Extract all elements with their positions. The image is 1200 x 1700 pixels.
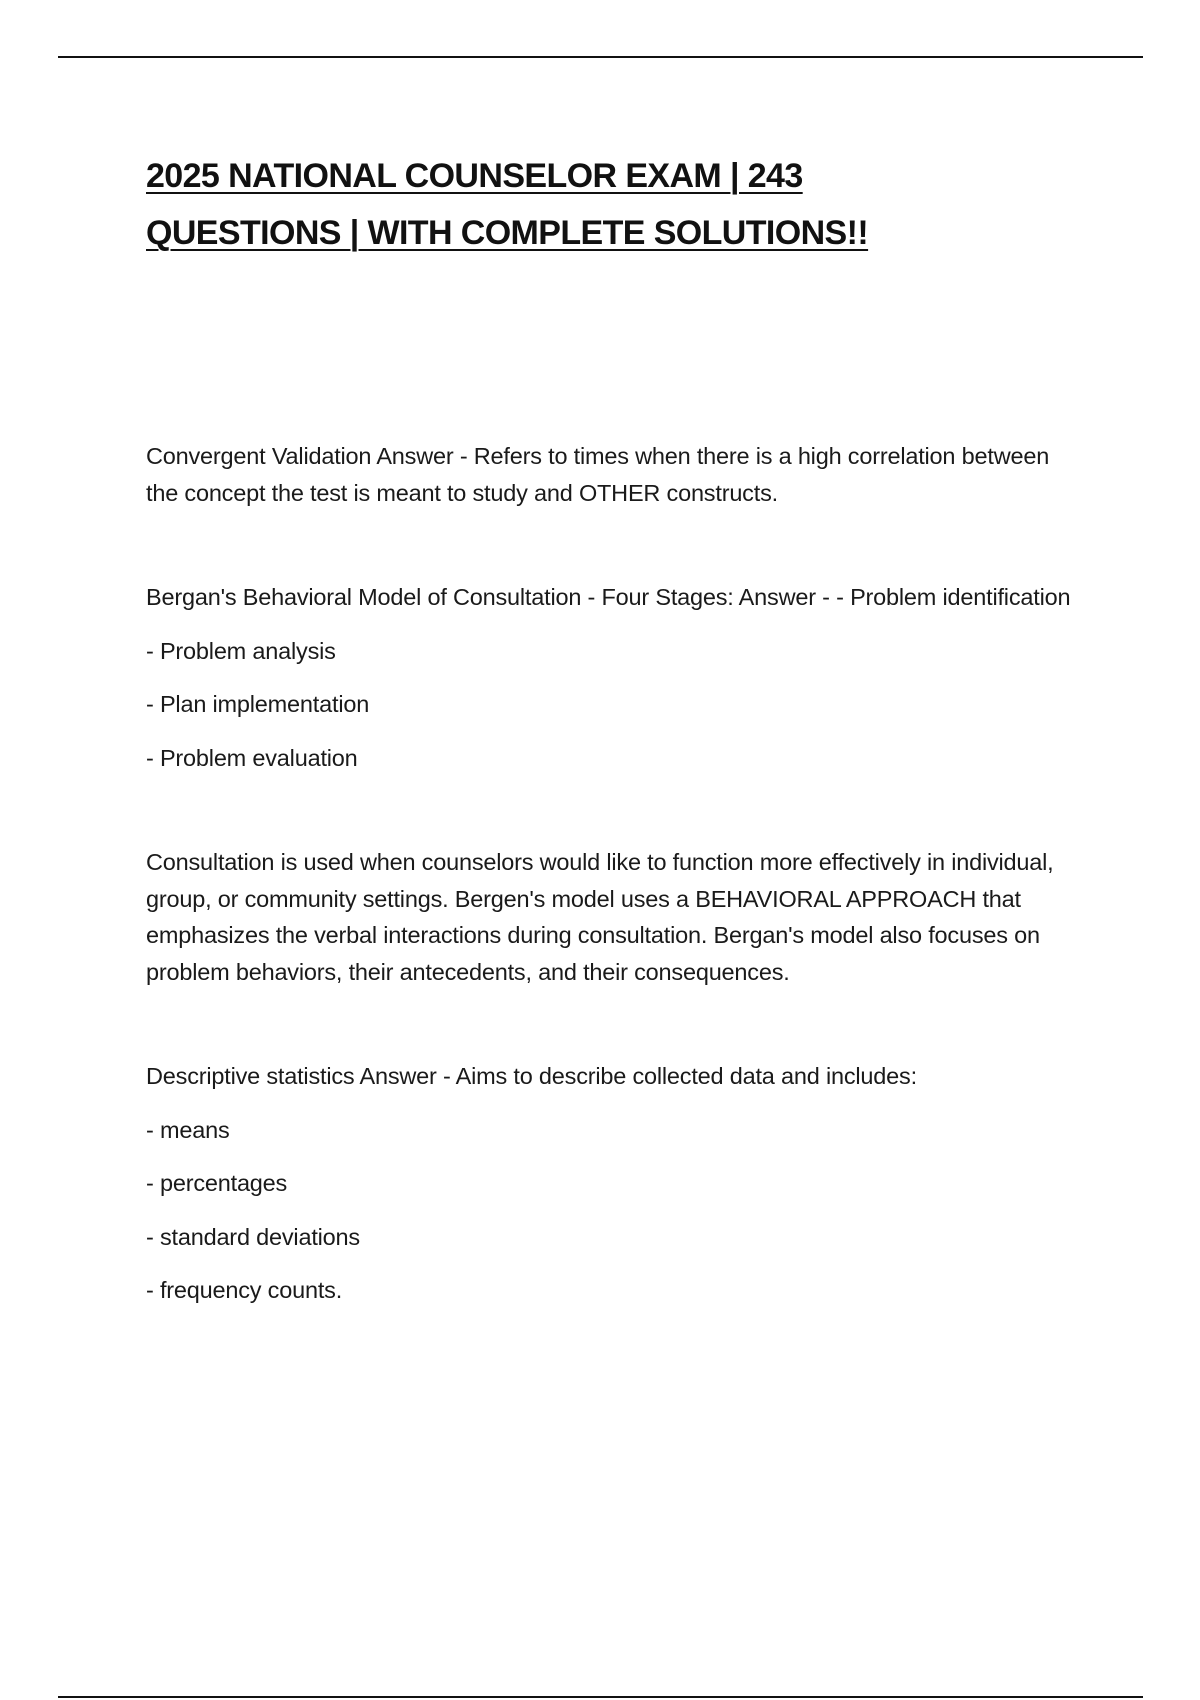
list-item: - frequency counts. [146, 1277, 343, 1303]
entry-convergent-validation [146, 438, 1086, 511]
entry-text: Descriptive statistics Answer - Aims to describe collected data and includes: [146, 1063, 917, 1089]
title-line-1: 2025 NATIONAL COUNSELOR EXAM | 243 [146, 157, 803, 195]
document-title [146, 148, 1086, 262]
document-body [146, 148, 1086, 1303]
title-line-2: QUESTIONS | WITH COMPLETE SOLUTIONS!! [146, 214, 869, 252]
entry-bergan-model [146, 579, 1086, 776]
list-item: - Problem evaluation [146, 744, 358, 771]
entry-descriptive-statistics [146, 1058, 1086, 1309]
bottom-rule [58, 1696, 1143, 1698]
list-item: - Problem analysis [146, 637, 336, 664]
list-item: - means [146, 1116, 230, 1143]
entry-text: Consultation is used when counselors would like to function more effectively in individual, group, or community settings. Bergen's model uses a BEHAVIORAL APPROACH that emphasizes the verbal interactions during consultation. Bergan's model also focuses on problem behaviors, their antecedents, and their consequences. [146, 849, 1054, 985]
list-item: - Plan implementation [146, 691, 370, 717]
entry-text: Convergent Validation Answer - Refers to times when there is a high correlation between the concept the test is meant to study and OTHER constructs. [146, 443, 1050, 506]
list-item: - standard deviations [146, 1223, 360, 1250]
list-item: - percentages [146, 1170, 288, 1196]
entry-consultation [146, 844, 1086, 990]
entries [146, 438, 1086, 1309]
entry-text: Bergan's Behavioral Model of Consultation - Four Stages: Answer - - Problem identification [146, 584, 1071, 610]
top-rule [58, 56, 1143, 58]
